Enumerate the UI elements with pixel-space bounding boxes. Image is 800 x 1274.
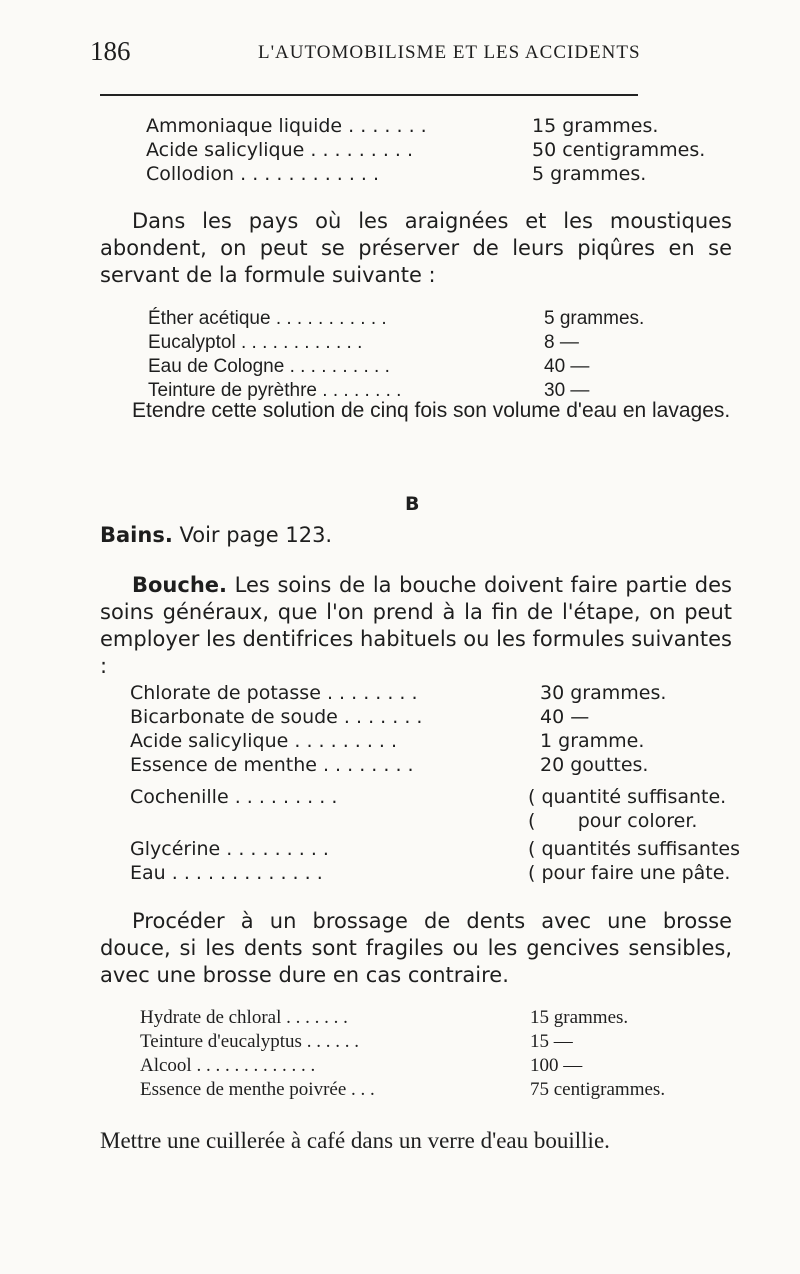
page-header	[90, 36, 722, 76]
formula-row: Teinture de pyrèthre . . . . . . . . 30 —	[148, 380, 590, 401]
paragraph-bains: Bains. Voir page 123.	[100, 523, 333, 547]
formula-row: Teinture d'eucalyptus . . . . . . 15 —	[140, 1031, 573, 1052]
page-number: 186	[90, 36, 131, 66]
formula-row: Chlorate de potasse . . . . . . . . 30 grammes.	[130, 682, 667, 704]
formula-glycerine	[130, 837, 760, 885]
formula-row: Eucalyptol . . . . . . . . . . . . 8 —	[148, 332, 579, 353]
formula-cochenille	[130, 785, 760, 833]
formula-row: Éther acétique . . . . . . . . . . . 5 grammes.	[148, 308, 645, 329]
formula-row: Eau . . . . . . . . . . . . . ( pour faire une pâte.	[130, 862, 731, 884]
formula-row: Collodion . . . . . . . . . . . . 5 grammes.	[146, 163, 647, 185]
formula-row: Essence de menthe . . . . . . . . 20 gouttes.	[130, 754, 649, 776]
formula-row: Cochenille . . . . . . . . . ( quantité suffisante.	[130, 786, 727, 808]
paragraph-cuilleree: Mettre une cuillerée à café dans un verre d'eau bouillie.	[100, 1128, 610, 1153]
section-letter: B	[405, 493, 420, 515]
paragraph-etendre: Etendre cette solution de cinq fois son volume d'eau en lavages.	[132, 399, 731, 422]
formula-row: ( pour colorer.	[528, 810, 698, 832]
formula-3	[130, 681, 750, 777]
formula-row: Ammoniaque liquide . . . . . . . 15 grammes.	[146, 115, 659, 137]
header-rule	[100, 94, 638, 96]
formula-row: Hydrate de chloral . . . . . . . 15 grammes.	[140, 1007, 629, 1028]
formula-row: Alcool . . . . . . . . . . . . . 100 —	[140, 1055, 583, 1076]
formula-2	[148, 307, 748, 403]
formula-1	[146, 114, 746, 186]
formula-row: Glycérine . . . . . . . . . ( quantités suffisantes	[130, 838, 740, 860]
running-title: L'AUTOMOBILISME ET LES ACCIDENTS	[258, 42, 641, 63]
paragraph-brossage: Procéder à un brossage de dents avec une brosse douce, si les dents sont fragiles ou les gencives sensibles, avec une brosse dure en cas contraire.	[100, 909, 732, 987]
formula-row: Eau de Cologne . . . . . . . . . . 40 —	[148, 356, 590, 377]
formula-row: Acide salicylique . . . . . . . . . 50 centigrammes.	[146, 139, 706, 161]
formula-4	[140, 1006, 760, 1102]
formula-row: Bicarbonate de soude . . . . . . . 40 —	[130, 706, 590, 728]
paragraph-bouche: Bouche. Les soins de la bouche doivent faire partie des soins généraux, que l'on prend à la fin de l'étape, on peut employer les dentifrices habituels ou les formules suivantes :	[100, 573, 732, 678]
formula-row: Acide salicylique . . . . . . . . . 1 gramme.	[130, 730, 645, 752]
paragraph-araignees: Dans les pays où les araignées et les moustiques abondent, on peut se préserver de leurs piqûres en se servant de la formule suivante :	[100, 209, 732, 287]
formula-row: Essence de menthe poivrée . . . 75 centigrammes.	[140, 1079, 666, 1100]
